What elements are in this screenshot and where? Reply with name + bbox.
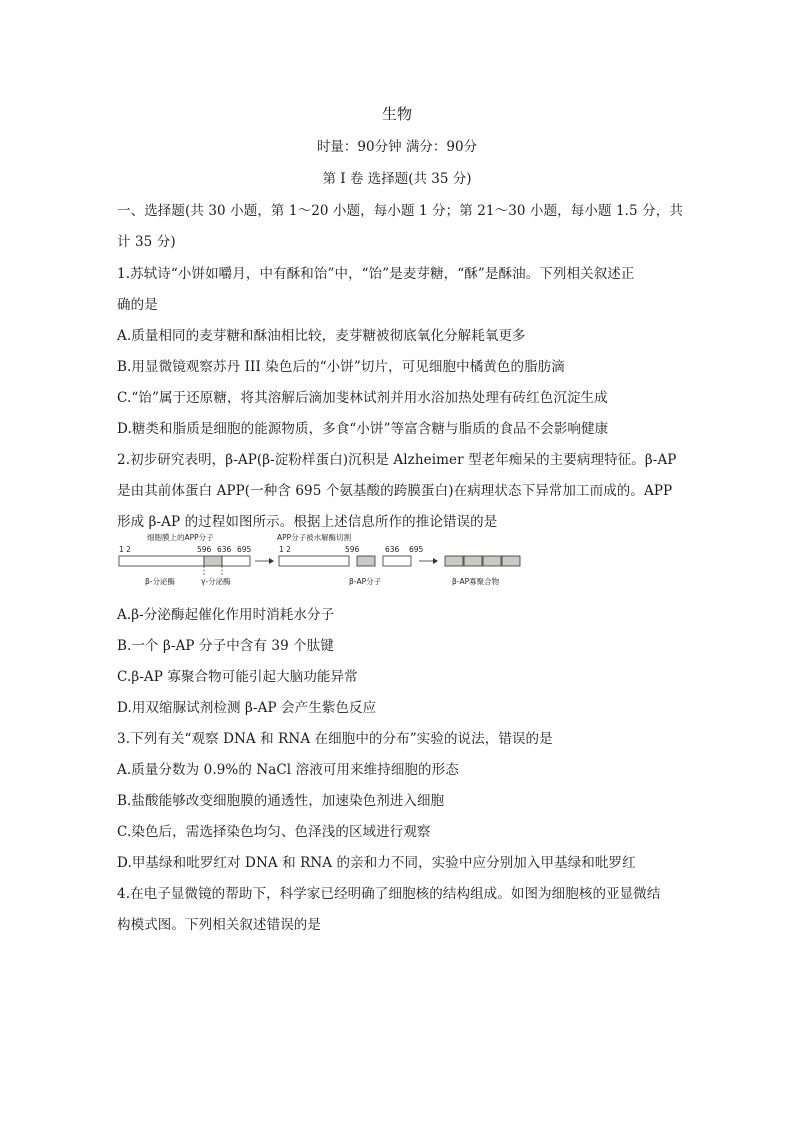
oligomer-unit-2 (464, 556, 482, 566)
app-n-fragment (279, 556, 349, 566)
q2-option-b: B.一个 β-AP 分子中含有 39 个肽键 (117, 638, 334, 654)
arrow-2-head (433, 558, 438, 564)
oligomer-unit-3 (483, 556, 501, 566)
pos-596-a: 596 (197, 545, 212, 554)
label-beta-secretase: β-分泌酶 (145, 577, 175, 586)
q4-stem-line-2: 构模式图。下列相关叙述错误的是 (117, 917, 321, 933)
q2-stem-line-2: 是由其前体蛋白 APP(一种含 695 个氨基酸的跨膜蛋白)在病理状态下异常加工而成的。APP (117, 483, 673, 499)
q1-option-b: B.用显微镜观察苏丹 III 染色后的“小饼”切片，可见细胞中橘黄色的脂肪滴 (117, 359, 565, 375)
oligomer-unit-1 (445, 556, 463, 566)
section-instructions-line-1: 一、选择题(共 30 小题，第 1～20 小题，每小题 1 分；第 21～30 小题，每小题 1.5 分，共 (117, 203, 683, 219)
q2-stem-line-3: 形成 β-AP 的过程如图所示。根据上述信息所作的推论错误的是 (117, 514, 498, 530)
q2-option-a: A.β-分泌酶起催化作用时消耗水分子 (117, 607, 335, 623)
label-hydrolysis: APP分子被水解酶切割 (277, 533, 352, 542)
q3-option-b: B.盐酸能够改变细胞膜的通透性，加速染色剂进入细胞 (117, 793, 445, 809)
q2-option-c: C.β-AP 寡聚合物可能引起大脑功能异常 (117, 669, 358, 685)
q1-option-a: A.质量相同的麦芽糖和酥油相比较，麦芽糖被彻底氧化分解耗氧更多 (117, 328, 526, 344)
label-gamma-secretase: γ-分泌酶 (201, 577, 231, 586)
label-oligomer: β-AP寡聚合物 (452, 577, 500, 586)
pos-695-b: 695 (409, 545, 424, 554)
q1-stem-line-2: 确的是 (117, 297, 158, 313)
arrow-1-head (269, 558, 274, 564)
part-title: 第 I 卷 选择题(共 35 分) (322, 171, 472, 187)
pos-695-a: 695 (237, 545, 252, 554)
oligomer-unit-4 (502, 556, 520, 566)
section-instructions-line-2: 计 35 分) (117, 234, 176, 250)
q3-stem-line-1: 3.下列有关“观察 DNA 和 RNA 在细胞中的分布”实验的说法，错误的是 (117, 731, 553, 747)
app-c-segment-a (222, 556, 250, 566)
q4-stem-line-1: 4.在电子显微镜的帮助下，科学家已经明确了细胞核的结构组成。如图为细胞核的亚显微结 (117, 886, 661, 902)
beta-ap-fragment (357, 556, 375, 566)
label-beta-ap-molecule: β-AP分子 (349, 577, 382, 586)
app-beta-ap-segment-a (204, 556, 222, 566)
pos-1-2-a: 1 2 (119, 545, 131, 554)
pos-1-2-b: 1 2 (279, 545, 291, 554)
q1-option-c: C.“饴”属于还原糖，将其溶解后滴加斐林试剂并用水浴加热处理有砖红色沉淀生成 (117, 390, 608, 406)
label-membrane-app: 细胞膜上的APP分子 (147, 533, 214, 542)
app-c-fragment (383, 556, 411, 566)
pos-596-b: 596 (345, 545, 360, 554)
q3-option-a: A.质量分数为 0.9%的 NaCl 溶液可用来维持细胞的形态 (117, 762, 459, 778)
q1-stem-line-1: 1.苏轼诗“小饼如嚼月，中有酥和饴”中，“饴”是麦芽糖，“酥”是酥油。下列相关叙述正 (117, 266, 635, 282)
q2-stem-line-1: 2.初步研究表明，β-AP(β-淀粉样蛋白)沉积是 Alzheimer 型老年痴呆的主要病理特征。β-AP (117, 452, 677, 468)
page-title: 生物 (381, 105, 412, 123)
pos-636-b: 636 (385, 545, 400, 554)
q3-option-c: C.染色后，需选择染色均匀、色泽浅的区域进行观察 (117, 824, 431, 840)
q2-option-d: D.用双缩脲试剂检测 β-AP 会产生紫色反应 (117, 700, 377, 716)
app-processing-diagram (117, 532, 567, 596)
q3-option-d: D.甲基绿和吡罗红对 DNA 和 RNA 的亲和力不同，实验中应分别加入甲基绿和吡罗红 (117, 855, 636, 871)
q1-option-d: D.糖类和脂质是细胞的能源物质，多食“小饼”等富含糖与脂质的食品不会影响健康 (117, 421, 609, 437)
app-n-segment-a (119, 556, 204, 566)
pos-636-a: 636 (217, 545, 232, 554)
exam-info: 时量：90分钟 满分：90分 (316, 139, 478, 155)
